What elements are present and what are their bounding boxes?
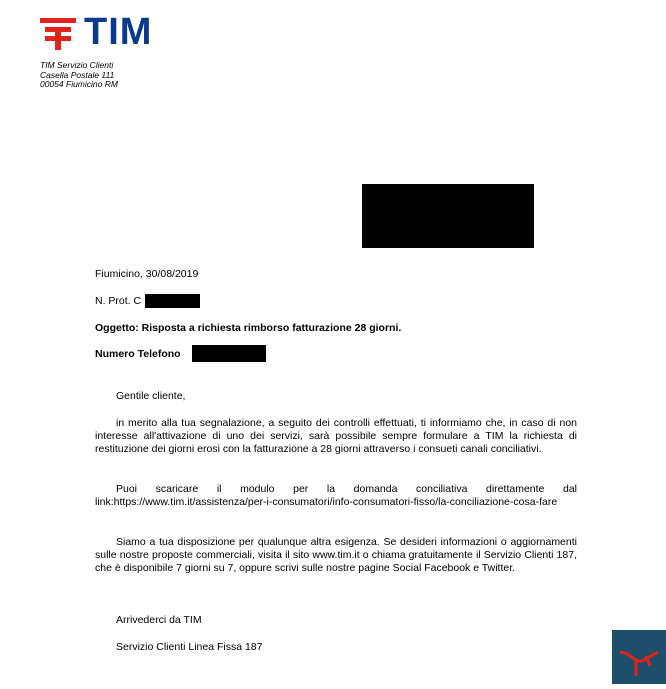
letter-date: Fiumicino, 30/08/2019 bbox=[95, 268, 199, 280]
tim-logo-mark-icon bbox=[40, 18, 76, 50]
redacted-phone-number bbox=[192, 345, 266, 362]
redacted-recipient-address bbox=[362, 184, 534, 248]
corner-badge[interactable] bbox=[612, 630, 666, 684]
phone-label: Numero Telefono bbox=[95, 348, 181, 360]
closing: Arrivederci da TIM bbox=[116, 614, 202, 626]
paragraph-2: Puoi scaricare il modulo per la domanda conciliativa direttamente dal link:https://www.tim.it/assistenza/per-i-consumatori/info-consumatori-fisso/la-conciliazione-cosa-fare bbox=[95, 483, 577, 508]
branch-icon bbox=[612, 630, 666, 684]
letter-subject: Oggetto: Risposta a richiesta rimborso fatturazione 28 giorni. bbox=[95, 322, 402, 334]
sender-address bbox=[40, 61, 118, 90]
redacted-protocol-number bbox=[145, 294, 200, 308]
protocol-label: N. Prot. C bbox=[95, 295, 142, 307]
sender-line: 00054 Fiumicino RM bbox=[40, 79, 118, 89]
paragraph-3: Siamo a tua disposizione per qualunque altra esigenza. Se desideri informazioni o aggiornamenti sulle nostre proposte commerciali, visita il sito www.tim.it o chiama gratuitamente il Servizio Clienti 187, che è disponibile 7 giorni su 7, oppure scrivi sulle nostre pagine Social Facebook e Twitter. bbox=[95, 536, 577, 574]
signature: Servizio Clienti Linea Fissa 187 bbox=[116, 641, 263, 653]
paragraph-1: in merito alla tua segnalazione, a seguito dei controlli effettuati, ti informiamo che, in caso di non interesse all'attivazione di uno dei servizi, sarà possibile sempre formulare a TIM la richiesta di restituzione dei giorni erosi con la fatturazione a 28 giorni attraverso i consueti canali conciliativi. bbox=[95, 417, 577, 455]
tim-logo bbox=[40, 11, 160, 54]
tim-logo-text: TIM bbox=[84, 11, 153, 53]
greeting: Gentile cliente, bbox=[116, 390, 186, 402]
sender-line: Casella Postale 111 bbox=[40, 69, 115, 80]
sender-line: TIM Servizio Clienti bbox=[40, 60, 114, 70]
